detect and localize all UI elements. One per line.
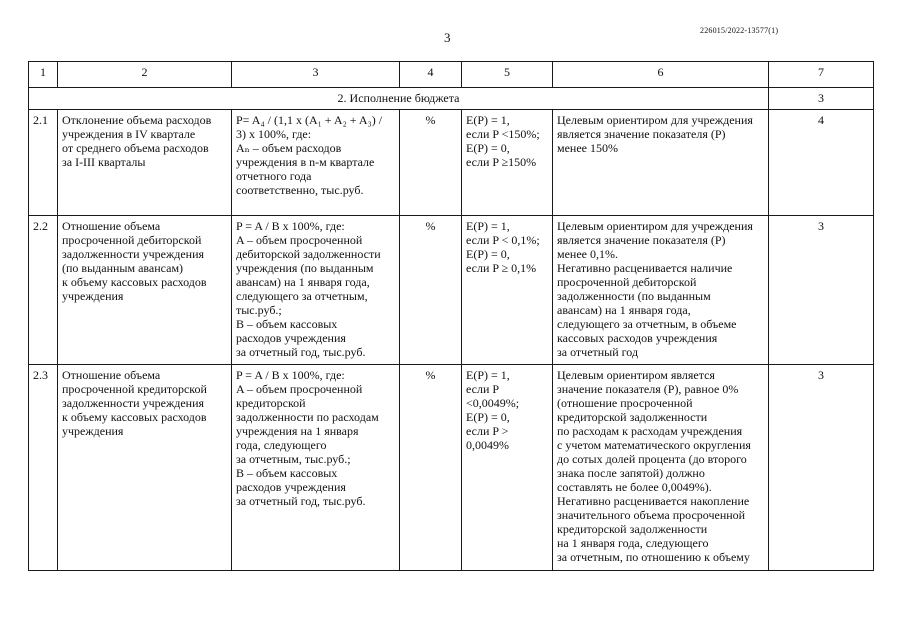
text-line: составлять не более 0,0049%). [557, 480, 712, 494]
text-line: до сотых долей процента (до второго [557, 452, 747, 466]
text-line: если P <150%; [466, 127, 540, 141]
indicator-cell [58, 365, 232, 571]
text-line: задолженности учреждения [62, 247, 205, 261]
evaluation-cell [462, 110, 553, 216]
column-header: 7 [769, 62, 874, 88]
column-header: 5 [462, 62, 553, 88]
note-cell [553, 110, 769, 216]
text-line: задолженности по расходам [236, 410, 379, 424]
text-line: 0,0049% [466, 438, 509, 452]
text-line: учреждения в IV квартале [62, 127, 196, 141]
evaluation-cell [462, 216, 553, 365]
text-line: за отчетный год [557, 345, 639, 359]
column-header: 3 [232, 62, 400, 88]
text-line: значение показателя (P), равное 0% [557, 382, 739, 396]
text-line: за I-III кварталы [62, 155, 146, 169]
text-line: за отчетным, тыс.руб.; [236, 452, 351, 466]
text-line: с учетом математического округления [557, 438, 751, 452]
text-line: знака после запятой) должно [557, 466, 705, 480]
text-line: учреждения в n-м квартале [236, 155, 375, 169]
text-line: авансам) на 1 января года, [557, 303, 691, 317]
row-number: 2.2 [29, 216, 58, 365]
text-line: B – объем кассовых [236, 317, 338, 331]
text-line: от среднего объема расходов [62, 141, 209, 155]
text-line: P = A / B x 100%, где: [236, 368, 345, 382]
text-line: кредиторской задолженности [557, 410, 708, 424]
text-line: Aₙ – объем расходов [236, 141, 342, 155]
score-cell: 4 [769, 110, 874, 216]
text-line: авансам) на 1 января года, [236, 275, 370, 289]
table-header-row [29, 62, 874, 88]
text-line: <0,0049%; [466, 396, 520, 410]
column-header: 1 [29, 62, 58, 88]
section-row [29, 88, 874, 110]
text-line: учреждения (по выданным [236, 261, 374, 275]
text-line: E(P) = 0, [466, 247, 510, 261]
text-line: на 1 января года, следующего [557, 536, 709, 550]
text-line: Негативно расценивается наличие [557, 261, 733, 275]
text-line: менее 150% [557, 141, 618, 155]
text-line: за отчетный год, тыс.руб. [236, 494, 366, 508]
text-line: расходов учреждения [236, 331, 346, 345]
text-line: кредиторской [236, 396, 306, 410]
row-number: 2.1 [29, 110, 58, 216]
text-line: 3) x 100%, где: [236, 127, 312, 141]
text-line: тыс.руб.; [236, 303, 282, 317]
text-line: если P ≥150% [466, 155, 537, 169]
text-line: за отчетным, по отношению к объему [557, 550, 750, 564]
text-line: просроченной дебиторской [62, 233, 202, 247]
text-line: учреждения на 1 января [236, 424, 359, 438]
text-line: (по выданным авансам) [62, 261, 184, 275]
row-number: 2.3 [29, 365, 58, 571]
text-line: является значение показателя (P) [557, 127, 726, 141]
text-line: за отчетный год, тыс.руб. [236, 345, 366, 359]
text-line: учреждения [62, 424, 124, 438]
text-line: расходов учреждения [236, 480, 346, 494]
text-line: A – объем просроченной [236, 382, 363, 396]
formula-cell [232, 216, 400, 365]
text-line: следующего за отчетным, [236, 289, 368, 303]
text-line: P = A / B x 100%, где: [236, 219, 345, 233]
note-cell [553, 365, 769, 571]
text-line: менее 0,1%. [557, 247, 618, 261]
table-row [29, 365, 874, 571]
text-line: Целевым ориентиром для учреждения [557, 219, 753, 233]
text-line: A – объем просроченной [236, 233, 363, 247]
table-row [29, 216, 874, 365]
formula-cell [232, 110, 400, 216]
formula-cell [232, 365, 400, 571]
text-line: Отклонение объема расходов [62, 113, 212, 127]
text-line: Отношение объема [62, 368, 161, 382]
text-line: дебиторской задолженности [236, 247, 381, 261]
text-line: задолженности учреждения [62, 396, 205, 410]
text-line: B – объем кассовых [236, 466, 338, 480]
indicator-cell [58, 216, 232, 365]
text-line: если P [466, 382, 500, 396]
text-line: если P > [466, 424, 509, 438]
text-line: просроченной дебиторской [557, 275, 697, 289]
text-line: (отношение просроченной [557, 396, 693, 410]
budget-indicators-table [28, 61, 874, 571]
text-line: по расходам к расходам учреждения [557, 424, 743, 438]
text-line: если P ≥ 0,1% [466, 261, 537, 275]
unit-cell: % [400, 216, 462, 365]
text-line: E(P) = 1, [466, 113, 510, 127]
text-line: следующего за отчетным, в объеме [557, 317, 737, 331]
text-line: года, следующего [236, 438, 327, 452]
document-id: 226015/2022-13577(1) [700, 26, 779, 35]
section-title: 2. Исполнение бюджета [29, 88, 769, 110]
text-line: к объему кассовых расходов [62, 410, 207, 424]
column-header: 6 [553, 62, 769, 88]
text-line: просроченной кредиторской [62, 382, 207, 396]
text-line: E(P) = 0, [466, 141, 510, 155]
unit-cell: % [400, 110, 462, 216]
text-line: кассовых расходов учреждения [557, 331, 718, 345]
evaluation-cell [462, 365, 553, 571]
note-cell [553, 216, 769, 365]
text-line: значительного объема просроченной [557, 508, 746, 522]
text-line: задолженности (по выданным [557, 289, 711, 303]
table-row [29, 110, 874, 216]
text-line: Негативно расценивается накопление [557, 494, 750, 508]
text-line: к объему кассовых расходов [62, 275, 207, 289]
score-cell: 3 [769, 365, 874, 571]
text-line: Целевым ориентиром является [557, 368, 715, 382]
text-line: E(P) = 1, [466, 368, 510, 382]
text-line: E(P) = 1, [466, 219, 510, 233]
score-cell: 3 [769, 216, 874, 365]
text-line: если P < 0,1%; [466, 233, 540, 247]
indicator-cell [58, 110, 232, 216]
text-line: отчетного года [236, 169, 312, 183]
text-line: E(P) = 0, [466, 410, 510, 424]
section-score: 3 [769, 88, 874, 110]
text-line: является значение показателя (P) [557, 233, 726, 247]
column-header: 2 [58, 62, 232, 88]
text-line: соответственно, тыс.руб. [236, 183, 364, 197]
text-line: кредиторской задолженности [557, 522, 708, 536]
column-header: 4 [400, 62, 462, 88]
page-number: 3 [444, 30, 451, 45]
text-line: Отношение объема [62, 219, 161, 233]
unit-cell: % [400, 365, 462, 571]
text-line: Целевым ориентиром для учреждения [557, 113, 753, 127]
text-line: учреждения [62, 289, 124, 303]
text-line: P= A₄ / (1,1 x (A₁ + A₂ + A₃) / [236, 113, 383, 127]
